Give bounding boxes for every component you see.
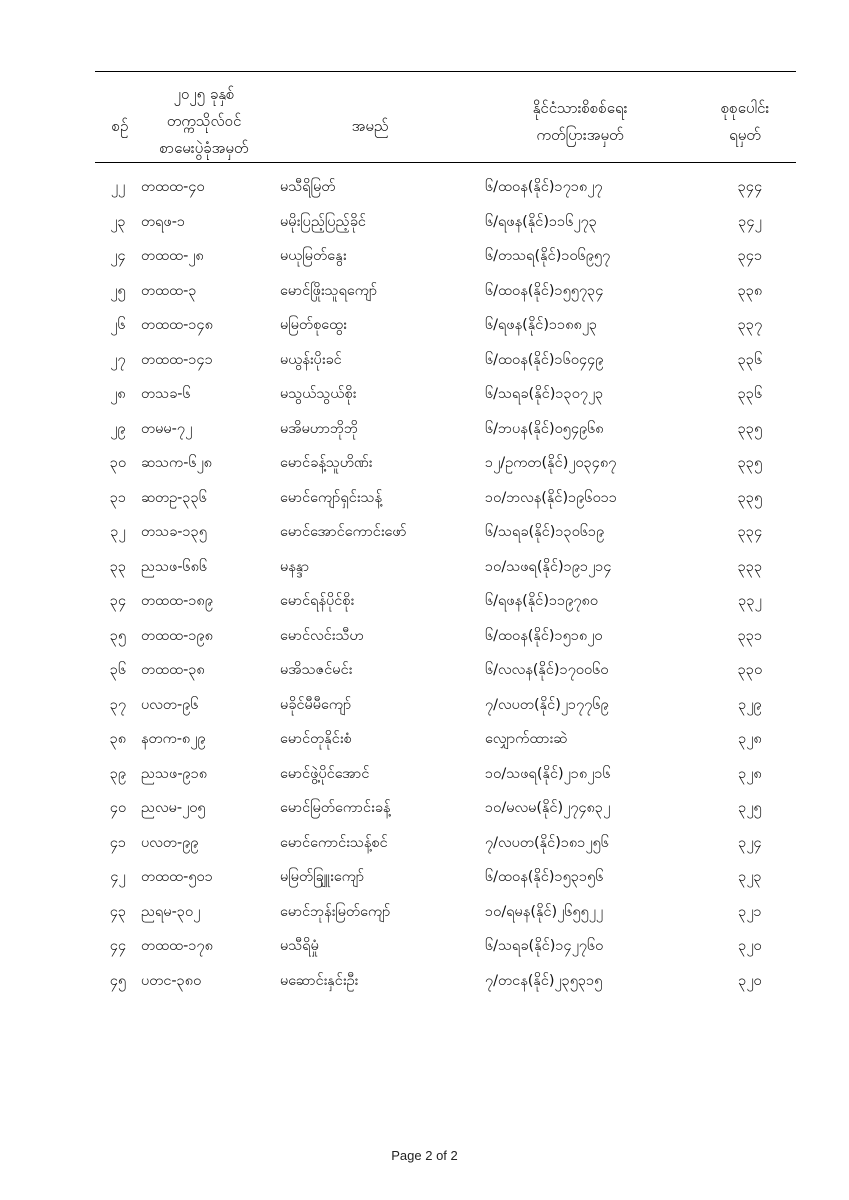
cell-nrc-number: ၆/သရခ(နိုင်)၁၃၀၇၂၃ [485, 386, 604, 402]
header-score-line-2: ရမှတ် [729, 126, 761, 144]
header-serial-label: စဉ် [111, 117, 129, 135]
cell-exam-roll-number: တရဖ-၁ [141, 213, 186, 230]
cell-exam-roll-number: တထထ-၁၄၈ [141, 317, 213, 333]
cell-serial-number: ၄၀ [109, 800, 127, 816]
cell-exam-roll-number: တထထ-၃၈ [141, 662, 205, 678]
cell-name: မခိုင်မီမီကျော် [280, 696, 352, 713]
table-row [0, 379, 849, 414]
cell-serial-number: ၄၅ [109, 972, 127, 989]
cell-exam-roll-number: တသခ-၁၃၅ [141, 524, 207, 540]
cell-nrc-number: ၁၂/ဥကတ(နိုင်)၂၀၃၄၈၇ [485, 455, 617, 471]
cell-nrc-number: ၁၀/ရမန(နိုင်)၂၆၅၅၂၂ [485, 903, 603, 920]
cell-total-score: ၃၂၀ [738, 938, 762, 954]
cell-name: မောင်ဖွဲ့ပိုင်အောင် [280, 765, 370, 782]
cell-exam-roll-number: ပတင-၃၈၀ [141, 972, 202, 989]
cell-serial-number: ၂၄ [110, 248, 126, 264]
cell-name: မမြတ်ချြူးကျော် [280, 869, 365, 885]
cell-nrc-number: ၆/ရဖန(နိုင်)၁၁၆၂၇၃ [485, 213, 597, 230]
cell-total-score: ၃၂၄ [738, 834, 762, 851]
cell-total-score: ၃၂၈ [738, 731, 762, 747]
header-name [285, 113, 455, 140]
cell-serial-number: ၃၇ [109, 696, 127, 713]
cell-exam-roll-number: တထထ-၁၉၈ [141, 627, 213, 644]
header-bottom-rule [95, 162, 796, 163]
cell-total-score: ၃၃၈ [737, 282, 763, 299]
cell-nrc-number: ၇/လပတ(နိုင်)၂၁၇၇၆၉ [485, 696, 609, 713]
cell-name: မယုမြတ်နွေး [280, 248, 347, 264]
table-row [0, 241, 849, 276]
cell-name: မမိုးပြည့်ပြည့်ခိုင် [280, 213, 366, 230]
cell-serial-number: ၃၆ [109, 662, 127, 678]
cell-name: မောင်ဖြိုးသူရကျော် [280, 282, 378, 299]
cell-total-score: ၃၂၈ [738, 765, 762, 782]
table-row [0, 517, 849, 552]
cell-name: မောင်ကျော်ရှင်းသန့် [280, 489, 383, 506]
header-exam-line-2: တက္ကသိုလ်ဝင် [166, 112, 242, 130]
cell-exam-roll-number: ပလတ-၉၉ [141, 834, 199, 851]
table-row [0, 207, 849, 242]
cell-exam-roll-number: ညလမ-၂၀၅ [141, 800, 206, 816]
cell-exam-roll-number: တထထ-၁၇၈ [141, 938, 213, 954]
cell-name: မောင်အောင်ကောင်းဖော် [280, 524, 407, 540]
table-row [0, 828, 849, 863]
cell-serial-number: ၄၁ [109, 834, 127, 851]
results-table-body [0, 172, 849, 1000]
cell-nrc-number: ၆/သရခ(နိုင်)၁၄၂၇၆၀ [485, 938, 604, 954]
cell-serial-number: ၂၉ [110, 420, 126, 437]
cell-nrc-number: ၆/လလန(နိုင်)၁၇၀၀၆၀ [485, 662, 609, 678]
cell-nrc-number: ၁၀/သဖရ(နိုင်)၂၁၈၂၁၆ [485, 765, 611, 782]
cell-serial-number: ၃၈ [109, 731, 127, 747]
cell-name: မောင်ကောင်းသန့်စင် [280, 834, 388, 851]
cell-total-score: ၃၃၅ [737, 489, 763, 506]
cell-total-score: ၃၃၇ [737, 317, 763, 333]
cell-exam-roll-number: ညသဖ-၆၈၆ [141, 558, 208, 575]
table-row [0, 276, 849, 311]
table-row [0, 793, 849, 828]
cell-name: မအိမဟာဘိုဘို [280, 420, 358, 437]
cell-serial-number: ၂၂ [110, 179, 126, 195]
header-exam-line-3: စာမေးပွဲခုံအမှတ် [159, 139, 249, 157]
cell-total-score: ၃၄၁ [737, 248, 763, 264]
cell-exam-roll-number: တထထ-၁၄၁ [141, 351, 213, 368]
table-row [0, 483, 849, 518]
cell-exam-roll-number: တမမ-၇၂ [141, 420, 193, 437]
cell-nrc-number: ၆/ထဝန(နိုင်)၁၇၁၈၂၇ [485, 179, 603, 195]
cell-exam-roll-number: ညရမ-၃၀၂ [141, 903, 201, 920]
cell-exam-roll-number: တထထ-၁၈၉ [141, 593, 213, 609]
table-row [0, 897, 849, 932]
cell-name: မသီရိမှုံ [280, 938, 319, 954]
cell-nrc-number: ၇/လပတ(နိုင်)၁၈၁၂၅၆ [485, 834, 609, 851]
table-row [0, 931, 849, 966]
cell-serial-number: ၂၆ [110, 317, 126, 333]
page-number: Page 2 of 2 [391, 1148, 458, 1163]
header-exam-roll-number [130, 81, 278, 162]
cell-nrc-number: ၆/ထဝန(နိုင်)၁၆၀၄၄၉ [485, 351, 604, 368]
cell-exam-roll-number: ညသဖ-၉၁၈ [141, 765, 208, 782]
cell-serial-number: ၂၃ [110, 213, 126, 230]
cell-total-score: ၃၂၁ [738, 903, 762, 920]
cell-total-score: ၃၂၃ [738, 869, 762, 885]
cell-exam-roll-number: တထထ-၅၀၁ [141, 869, 213, 885]
cell-name: မယွန်းပိုးခင် [280, 351, 342, 368]
table-row [0, 966, 849, 1001]
cell-nrc-number: ၁၀/မလမ(နိုင်)၂၇၄၈၃၂ [485, 800, 611, 816]
header-exam-line-1: ၂၀၂၅ ခုနှစ် [173, 85, 235, 103]
cell-name: မမြတ်စုထွေး [280, 317, 347, 333]
cell-total-score: ၃၃၁ [737, 627, 763, 644]
cell-nrc-number: ၇/တငန(နိုင်)၂၃၅၃၁၅ [485, 972, 603, 989]
table-row [0, 586, 849, 621]
table-row [0, 759, 849, 794]
cell-serial-number: ၃၂ [110, 524, 126, 540]
cell-name: မနန္ဒာ [280, 558, 310, 575]
cell-total-score: ၃၂၉ [738, 696, 762, 713]
cell-serial-number: ၂၈ [110, 386, 126, 402]
cell-nrc-number: ၁၀/သဖရ(နိုင်)၁၉၁၂၁၄ [485, 558, 612, 575]
table-row [0, 345, 849, 380]
cell-total-score: ၃၃၂ [738, 593, 762, 609]
cell-serial-number: ၃၉ [109, 765, 127, 782]
cell-name: မသွယ်သွယ်စိုး [280, 386, 357, 402]
cell-serial-number: ၂၅ [110, 282, 126, 299]
cell-nrc-number: ၆/ရဖန(နိုင်)၁၁၈၈၂၃ [485, 317, 598, 333]
cell-name: မောင်လင်းသီဟ [280, 627, 364, 644]
cell-total-score: ၃၃၆ [737, 351, 763, 368]
header-nrc-number [480, 95, 680, 149]
table-row [0, 414, 849, 449]
cell-nrc-number: လျှောက်ထားဆဲ [485, 731, 568, 747]
table-row [0, 552, 849, 587]
table-top-rule [95, 71, 796, 72]
cell-serial-number: ၄၂ [110, 869, 126, 885]
table-row [0, 690, 849, 725]
cell-serial-number: ၃၃ [109, 558, 127, 575]
cell-nrc-number: ၆/ထဝန(နိုင်)၁၅၁၈၂၀ [485, 627, 603, 644]
cell-name: မောင်ခန့်သူဟိဏ်း [280, 455, 373, 471]
table-row [0, 172, 849, 207]
cell-name: မောင်ရန်ပိုင်စိုး [280, 593, 355, 609]
cell-exam-roll-number: တသခ-၆ [141, 386, 191, 402]
cell-name: မဆောင်းနှင်းဦး [280, 972, 359, 989]
cell-serial-number: ၂၇ [110, 351, 126, 368]
header-nrc-line-1: နိုင်ငံသားစိစစ်ရေး [532, 99, 628, 117]
table-row [0, 655, 849, 690]
cell-nrc-number: ၁၀/ဘလန(နိုင်)၁၉၆၀၁၁ [485, 489, 618, 506]
cell-exam-roll-number: နတက-၈၂၉ [141, 731, 206, 747]
header-name-label: အမည် [351, 117, 389, 135]
cell-nrc-number: ၆/ရဖန(နိုင်)၁၁၉၇၈၀ [485, 593, 599, 609]
header-nrc-line-2: ကတ်ပြားအမှတ် [536, 126, 624, 144]
cell-name: မောင်မြတ်ကောင်းခန့် [280, 800, 391, 816]
table-row [0, 621, 849, 656]
cell-total-score: ၃၃၅ [737, 455, 763, 471]
header-score-line-1: စုစုပေါင်း [720, 99, 770, 117]
table-row [0, 310, 849, 345]
cell-exam-roll-number: တထထ-၄၀ [141, 179, 205, 195]
cell-serial-number: ၄၄ [109, 938, 127, 954]
cell-nrc-number: ၆/ထဝန(နိုင်)၁၅၃၁၅၆ [485, 869, 604, 885]
cell-nrc-number: ၆/ဘပန(နိုင်)၀၅၄၉၆၈ [485, 420, 604, 437]
cell-total-score: ၃၂၅ [738, 800, 762, 816]
cell-exam-roll-number: ဆသက-၆၂၈ [141, 455, 213, 471]
cell-serial-number: ၃၅ [109, 627, 127, 644]
cell-total-score: ၃၄၄ [737, 179, 763, 195]
cell-name: မသီရိမြတ် [280, 179, 336, 195]
table-row [0, 724, 849, 759]
cell-total-score: ၃၃၆ [737, 386, 763, 402]
cell-exam-roll-number: ဆတဥ-၃၃၆ [141, 489, 207, 506]
cell-serial-number: ၄၃ [109, 903, 127, 920]
cell-serial-number: ၃၄ [109, 593, 127, 609]
cell-name: မောင်တုနိုင်းစံ [280, 731, 352, 747]
cell-total-score: ၃၄၂ [738, 213, 762, 230]
header-total-score [700, 95, 790, 149]
cell-total-score: ၃၃၅ [737, 420, 763, 437]
cell-total-score: ၃၂၀ [738, 972, 762, 989]
cell-nrc-number: ၆/တသရ(နိုင်)၁၀၆၉၅၇ [485, 248, 611, 264]
cell-total-score: ၃၃၃ [737, 558, 763, 575]
cell-nrc-number: ၆/သရခ(နိုင်)၁၃၀၆၁၉ [485, 524, 605, 540]
cell-exam-roll-number: တထထ-၂၈ [141, 248, 204, 264]
table-row [0, 862, 849, 897]
cell-exam-roll-number: ပလတ-၉၆ [141, 696, 199, 713]
cell-name: မောင်ဘုန်းမြတ်ကျော် [280, 903, 391, 920]
cell-nrc-number: ၆/ထဝန(နိုင်)၁၅၅၇၃၄ [485, 282, 604, 299]
cell-serial-number: ၃၀ [109, 455, 127, 471]
table-row [0, 448, 849, 483]
cell-total-score: ၃၃၄ [737, 524, 763, 540]
cell-total-score: ၃၃၀ [737, 662, 763, 678]
cell-exam-roll-number: တထထ-၃ [141, 282, 197, 299]
cell-serial-number: ၃၁ [109, 489, 127, 506]
cell-name: မအိသဇင်မင်း [280, 662, 353, 678]
